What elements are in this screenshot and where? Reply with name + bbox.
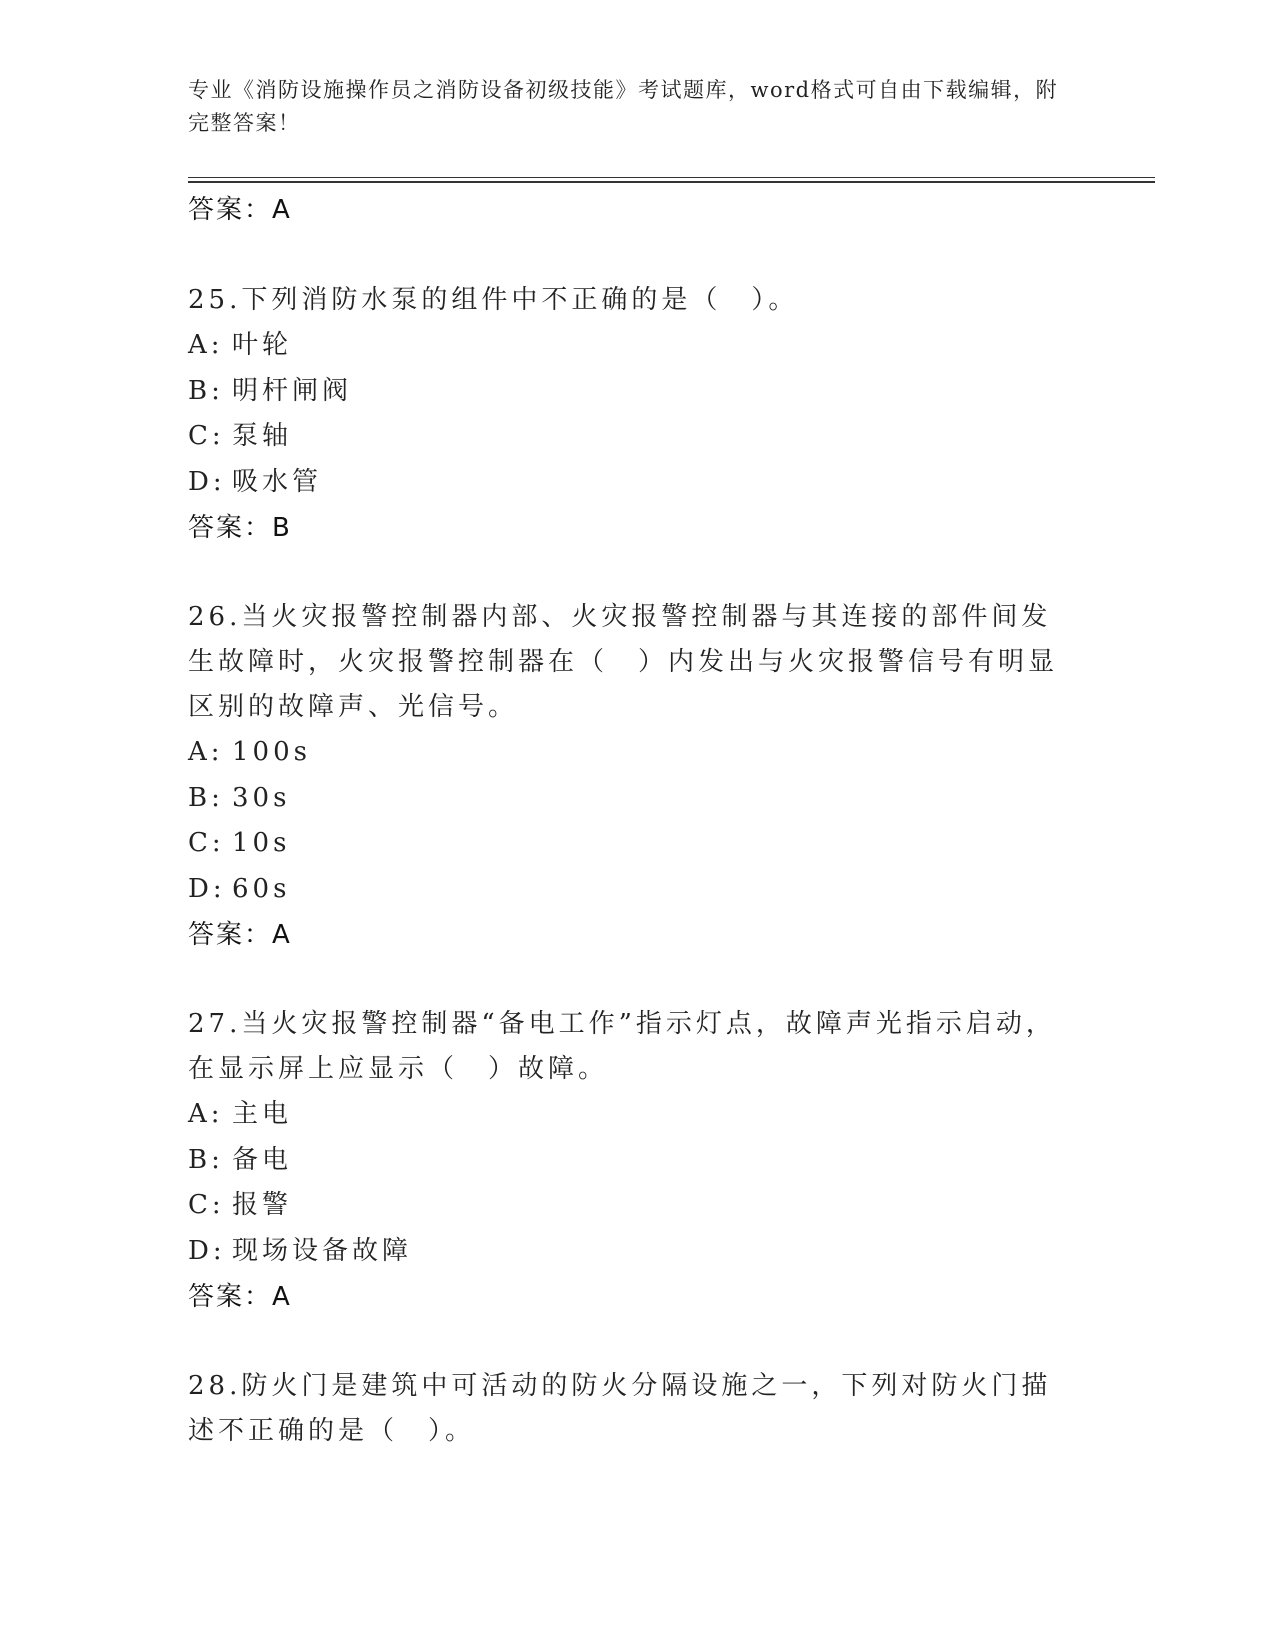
option-label: A: — [188, 1099, 224, 1129]
answer-line: 答案：A — [188, 1282, 292, 1312]
option-d — [188, 867, 1088, 913]
option-b — [188, 369, 1088, 415]
option-label: C: — [188, 828, 225, 858]
option-text: 10s — [232, 828, 291, 858]
option-label: A: — [188, 737, 224, 767]
option-label: D: — [188, 873, 226, 904]
option-text: 叶轮 — [232, 330, 293, 360]
option-label: A: — [188, 330, 224, 360]
option-text: 30s — [232, 782, 291, 813]
question-25: 25.下列消防水泵的组件中不正确的是（ ）。 — [188, 285, 799, 315]
option-label: B: — [188, 375, 224, 406]
question-list — [188, 187, 1088, 1454]
option-d — [188, 1229, 1088, 1275]
option-text: 现场设备故障 — [232, 1235, 413, 1266]
option-text: 泵轴 — [232, 421, 293, 451]
option-b — [188, 776, 1088, 822]
option-text: 吸水管 — [232, 466, 323, 497]
header-divider-thick — [188, 181, 1155, 183]
question-27: 27.当火灾报警控制器“备电工作”指示灯点，故障声光指示启动，在显示屏上应显示（ ）故障。 — [188, 1009, 1056, 1084]
option-text: 60s — [232, 873, 291, 904]
header-divider-thin — [188, 177, 1155, 178]
option-b — [188, 1138, 1088, 1184]
option-c — [188, 1183, 1088, 1229]
question-28: 28.防火门是建筑中可活动的防火分隔设施之一，下列对防火门描述不正确的是（ ）。 — [188, 1371, 1052, 1446]
option-label: B: — [188, 1144, 224, 1175]
option-a — [188, 323, 1088, 369]
option-label: C: — [188, 1190, 225, 1220]
option-label: D: — [188, 1235, 226, 1266]
answer-line: 答案：A — [188, 195, 292, 225]
option-a — [188, 730, 1088, 776]
option-a — [188, 1092, 1088, 1138]
option-text: 100s — [232, 737, 311, 767]
option-text: 备电 — [232, 1144, 293, 1175]
option-text: 报警 — [232, 1190, 293, 1220]
option-label: C: — [188, 421, 225, 451]
document-header: 专业《消防设施操作员之消防设备初级技能》考试题库，word格式可自由下载编辑，附完整答案！ — [188, 78, 1059, 135]
answer-line: 答案：A — [188, 920, 292, 950]
question-26: 26.当火灾报警控制器内部、火灾报警控制器与其连接的部件间发生故障时，火灾报警控制器在（ ）内发出与火灾报警信号有明显区别的故障声、光信号。 — [188, 602, 1059, 722]
option-c — [188, 414, 1088, 460]
option-d — [188, 460, 1088, 506]
option-label: B: — [188, 782, 224, 813]
option-label: D: — [188, 466, 226, 497]
option-text: 明杆闸阀 — [232, 375, 353, 406]
option-c — [188, 821, 1088, 867]
option-text: 主电 — [232, 1099, 293, 1129]
answer-line: 答案：B — [188, 513, 292, 543]
